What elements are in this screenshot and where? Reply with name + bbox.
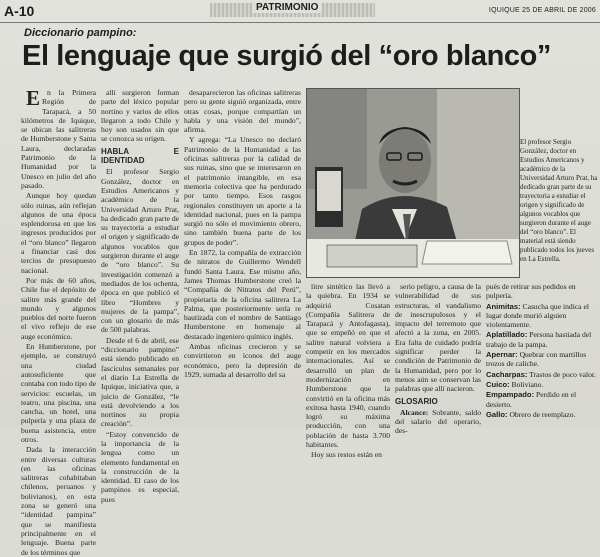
page-header	[0, 0, 600, 23]
paragraph: Y agrega: “La Unesco no declaró Patrimonio de la Humanidad a las oficinas salitreras por la calidad de sus ruinas, sino que se interesaron en el patrimonio intangible, en esa memoria colectiva que ha perdurado por tanto tiempo. Esos rasgos regionales constituyen un aporte a la identidad nacional, pues en la pampa surgió no sólo el movimiento obrero, sino también buena parte de los grupos de poder”.	[184, 135, 301, 247]
article-column-2	[101, 88, 180, 504]
glossary-entry	[486, 330, 598, 349]
paragraph: Dada la interacción entre diversas culturas (en las oficinas salitreras cohabitaban chilenos, peruanos y bolivianos), en esta zona se generó una “identidad pampina” que se manifiesta principalmente en el lenguaje. Buena parte de los términos que	[21, 445, 96, 557]
paragraph: “Estoy convencido de la importancia de la lengua como un elemento fundamental en la construcción de la identidad. El caso de los pampinos es especial, pues	[101, 429, 179, 504]
glossary-definition: Boliviano.	[511, 379, 544, 389]
drop-cap: E	[26, 86, 41, 110]
paragraph: En 1872, la compañía de extracción de nitratos de Guillermo Wendell fundó Santa Laura. Ese mismo año, James Thomas Humberstone creó la “Compañía de Nitratos del Perú”, propietaria de la oficina salitrera La Palma, que posteriormente sería re bautizada con el nombre de Santiago Humberstone en homenaje al destacado ingeniero químico inglés.	[184, 248, 301, 341]
glossary-term: Empampado:	[486, 390, 535, 400]
paragraph: En Humberstone, por ejemplo, se construyó una ciudad autosuficiente que contaba con todo tipo de servicios: escuelas, un teatro, una piscina, una cancha, un hotel, una pulpería y una plaza de buena asistencia, entre otros.	[21, 342, 96, 444]
glossary-definition: Perdido en el desierto.	[486, 390, 577, 409]
paragraph	[21, 88, 96, 190]
subheading: HABLA E IDENTIDAD	[101, 146, 179, 166]
article-column-3	[184, 88, 301, 428]
glossary-list	[486, 282, 598, 420]
dateline: IQUIQUE 25 DE ABRIL DE 2006	[488, 7, 596, 14]
paragraph-text: n la Primera Región de Tarapacá, a 50 kilómetros de Iquique, se ubican las salitreras de Humberstone y Santa Laura, declaradas Patrimonio de la Humanidad por la Unesco en julio del año pasado.	[21, 88, 96, 190]
paragraph: serio peligro, a causa de la vulnerabilidad de sus estructuras, el vandalismo de inescrupulosos y el impacto del terremoto que afectó a la zona, en 2005. Era falta de cuidado podría significar perder la condición de Patrimonio de la Humanidad, pero por lo menos aún se conservan las palabras que allí nacieron.	[395, 282, 481, 394]
paragraph: desaparecieron las oficinas salitreras pero su gente siguió organizada, entre otras cosas, porque compartían un habla y una visión del mundo”, afirma.	[184, 88, 301, 135]
glossary-entry	[486, 380, 598, 389]
paragraph: Ambas oficinas crecieron y se convirtieron en íconos del auge económico, pero la depresión de 1929, sumada al desarrollo del sa	[184, 342, 301, 379]
paragraph: allí surgieron forman parte del léxico popular nortino y varios de ellos llegaron a todo Chile y hoy son usados sin que se conozca su origen.	[101, 88, 179, 144]
glossary-heading: GLOSARIO	[395, 396, 438, 406]
paragraph: El profesor Sergio González, doctor en Estudios Americanos y académico de la Universidad Arturo Prat, ha dedicado gran parte de su trayectoria a estudiar el origen y significado de algunos vocablos que surgieron durante el auge de “oro blanco”. Su investigación comenzó a mediados de los ochenta, época en que publicó el libro “Hombres y mujeres de la pampa”, con un glosario de más de 500 palabras.	[101, 167, 180, 335]
glossary-entry	[486, 390, 598, 409]
glossary-definition: Casucha que indica el lugar donde murió alguien violentamente.	[486, 301, 589, 330]
glossary-term: Apernar:	[486, 350, 518, 360]
glossary-term: Cacharpas:	[486, 369, 528, 379]
glossary-definition: Sobrante, saldo del salario del operario, des-	[395, 407, 481, 436]
article-column-5	[395, 282, 481, 436]
glossary-term: Alcance:	[400, 407, 429, 417]
glossary-definition: Persona hastiada del trabajo de la pampa.	[486, 330, 592, 349]
paragraph: Por más de 60 años, Chile fue el depósito de salitre más grande del mundo y algunos pueblos del norte fueron el vivo reflejo de ese auge económico.	[21, 275, 96, 341]
article-column-1	[21, 86, 96, 557]
article-column-4	[306, 282, 390, 460]
glossary-definition: Trastos de poco valor.	[529, 369, 596, 379]
glossary-entry	[395, 408, 481, 436]
page-number: A-10	[4, 3, 35, 19]
glossary-term: Gallo:	[486, 409, 508, 419]
paragraph: Hoy sus restos están en	[311, 450, 382, 460]
glossary-entry	[486, 302, 598, 330]
glossary-term: Aplatillado:	[486, 330, 528, 340]
glossary-entry	[486, 370, 598, 379]
article-kicker: Diccionario pampino:	[24, 27, 137, 39]
article-headline: El lenguaje que surgió del “oro blanco”	[22, 40, 552, 72]
glossary-term: Cuico:	[486, 379, 510, 389]
glossary-term: Animitas:	[486, 301, 521, 311]
paragraph: Aunque hoy quedan sólo ruinas, aún reflejan algunos de una época esplendorosa en que los ingresos producidos por el “oro blanco” llegaron a financiar casi dos tercios de presupuesto nacional.	[21, 191, 96, 275]
glossary-definition: pués de retirar sus pedidos en pulpería.	[486, 282, 576, 301]
glossary-entry	[486, 350, 598, 369]
glossary-definition: Quebrar con martillos trozos de caliche.	[486, 350, 587, 369]
glossary-definition: Obrero de reemplazo.	[509, 409, 576, 419]
glossary-entry	[486, 282, 598, 301]
portrait-photo	[306, 88, 520, 278]
paragraph: Desde el 6 de abril, ese “diccionario pampino” está siendo publicado en fascículos semanales por el diario La Estrella de Iquique, iniciativa que, a juicio de González, “le está devolviendo a los nortinos su propia creación”.	[101, 335, 179, 429]
section-name: PATRIMONIO	[252, 2, 322, 13]
man-at-desk-photo-icon	[307, 89, 519, 277]
glossary-entry	[486, 410, 598, 419]
paragraph: litre sintético las llevó a la quiebra. En 1934 se adquirió Cosatan (Compañía Salitrera de Tarapacá y Antofagasta), que se empeñó en que el salitre natural volviera a competir en los mercados internacionales. Así se desarrolló un plan de modernización en Humberstone que la convirtió en la oficina más exitosa hasta 1940, cuando logró su máxima producción, con una población de hasta 3.700 habitantes.	[306, 282, 390, 450]
photo-caption: El profesor Sergio González, doctor en Estudios Americanos y académico de la Universidad Arturo Prat, ha dedicado gran parte de su trayectoria a estudiar el origen y significado de algunos vocablos que surgieron durante el auge del “oro blanco”. El material está siendo publicado todos los jueves en La Estrella.	[520, 138, 598, 263]
